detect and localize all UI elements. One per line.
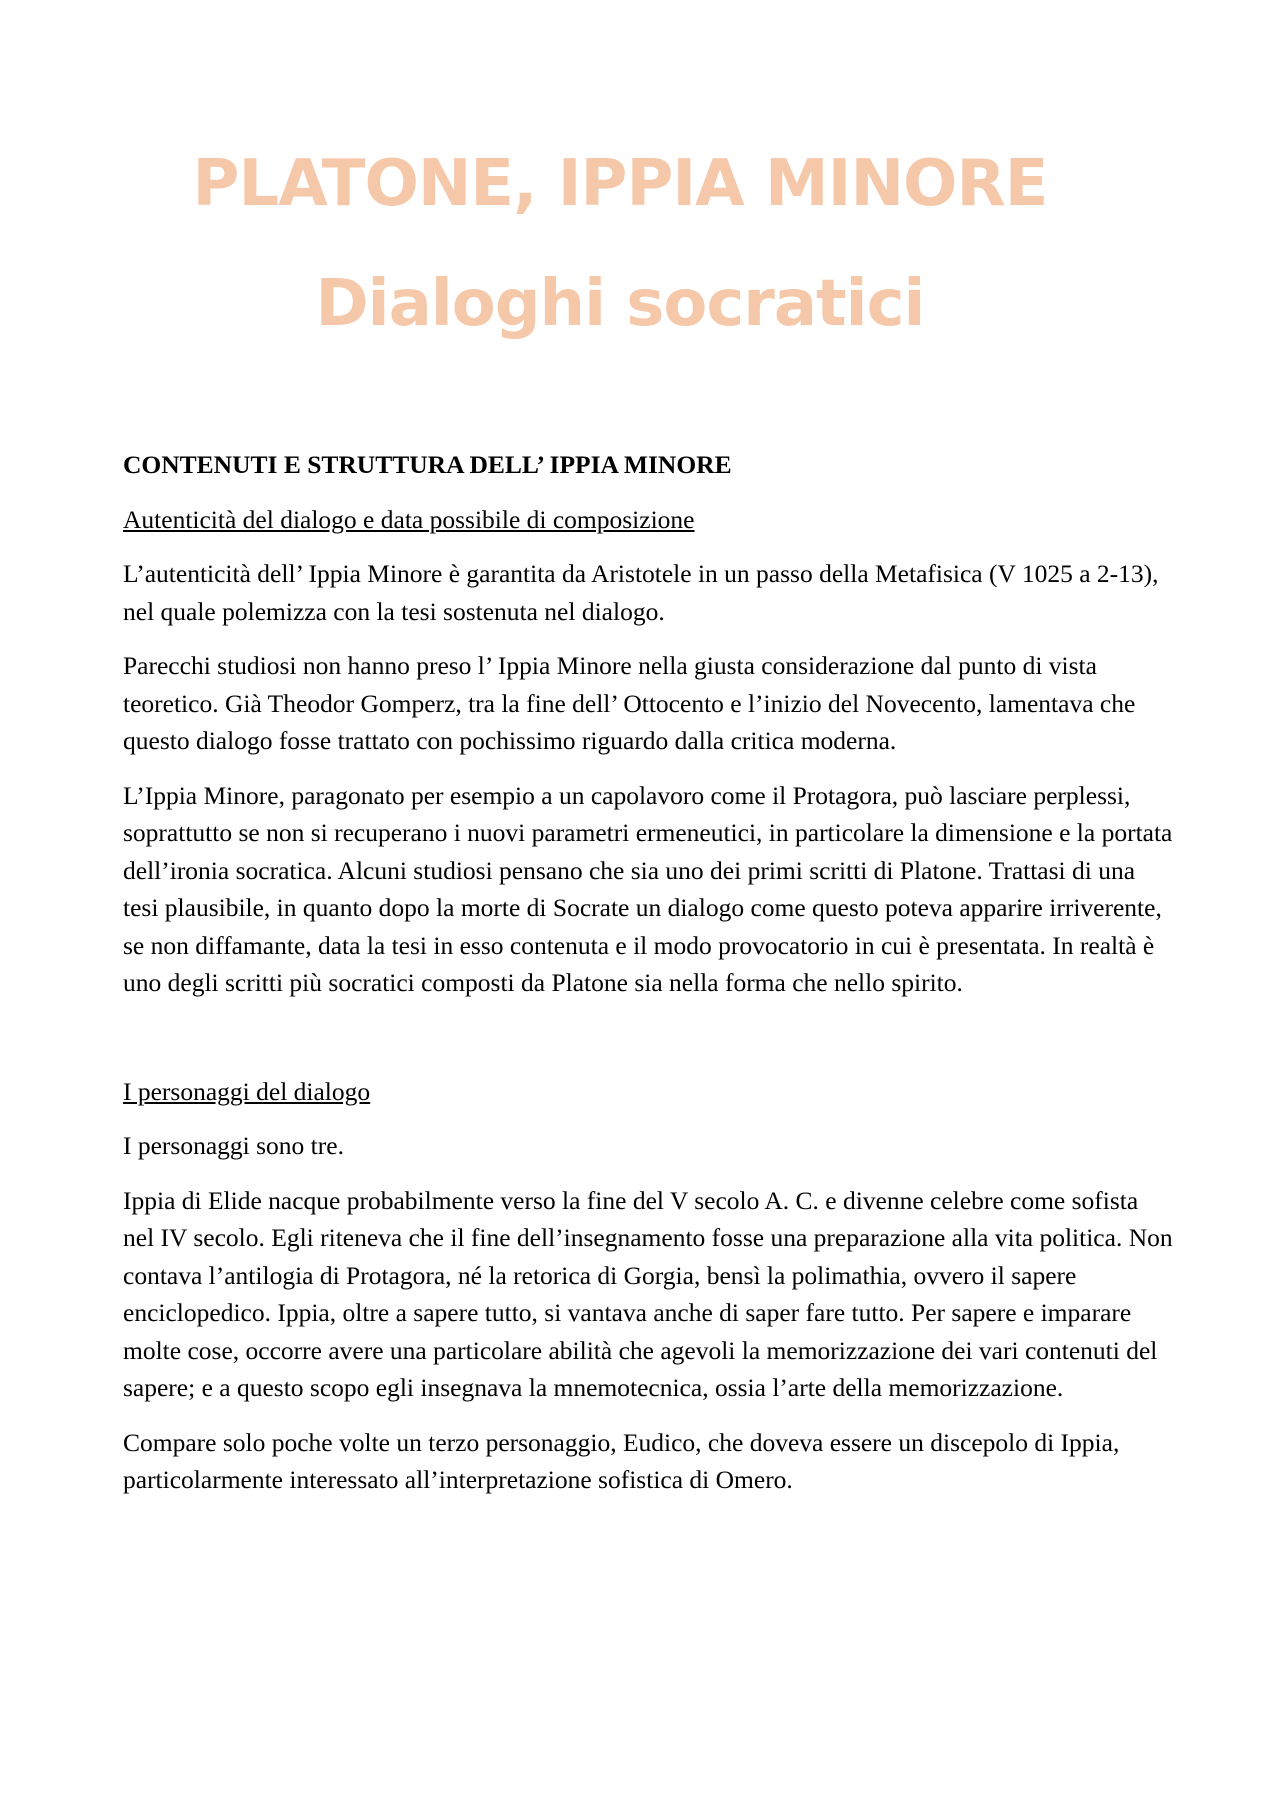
paragraph: Ippia di Elide nacque probabilmente verso la fine del V secolo A. C. e divenne celebre come sofista nel IV secolo. Egli riteneva che il fine dell’insegnamento fosse una preparazione alla vita politica. Non contava l’antilogia di Protagora, né la retorica di Gorgia, bensì la polimathia, ovvero il sapere enciclopedico. Ippia, oltre a sapere tutto, si vantava anche di saper fare tutto. Per sapere e imparare molte cose, occorre avere una particolare abilità che agevoli la memorizzazione dei vari contenuti del sapere; e a questo scopo egli insegnava la mnemotecnica, ossia l’arte della memorizzazione. <box>123 1185 1173 1402</box>
subheading-characters: I personaggi del dialogo <box>123 1076 371 1106</box>
paragraph: I personaggi sono tre. <box>123 1131 344 1160</box>
spacer <box>123 1019 1173 1073</box>
paragraph: Parecchi studiosi non hanno preso l’ Ippia Minore nella giusta considerazione dal punto di vista teoretico. Già Theodor Gomperz, tra la fine dell’ Ottocento e l’inizio del Novecento, lamentava che questo dialogo fosse trattato con pochissimo riguardo dalla critica moderna. <box>123 651 1136 755</box>
section-heading: CONTENUTI E STRUTTURA DELL’ IPPIA MINORE <box>123 450 732 479</box>
subheading-authenticity: Autenticità del dialogo e data possibile di composizione <box>123 504 695 534</box>
document-title: PLATONE, IPPIA MINORE <box>192 147 1048 221</box>
document-subtitle: Dialoghi socratici <box>315 267 925 341</box>
paragraph: L’autenticità dell’ Ippia Minore è garantita da Aristotele in un passo della Metafisica (V 1025 a 2-13), nel quale polemizza con la tesi sostenuta nel dialogo. <box>123 559 1159 626</box>
paragraph: L’Ippia Minore, paragonato per esempio a un capolavoro come il Protagora, può lasciare perplessi, soprattutto se non si recuperano i nuovi parametri ermeneutici, in particolare la dimensione e la portata dell’ironia socratica. Alcuni studiosi pensano che sia uno dei primi scritti di Platone. Trattasi di una tesi plausibile, in quanto dopo la morte di Socrate un dialogo come questo poteva apparire irriverente, se non diffamante, data la tesi in esso contenuta e il modo provocatorio in cui è presentata. In realtà è uno degli scritti più socratici composti da Platone sia nella forma che nello spirito. <box>123 780 1173 997</box>
paragraph: Compare solo poche volte un terzo personaggio, Eudico, che doveva essere un discepolo di Ippia, particolarmente interessato all’interpretazione sofistica di Omero. <box>123 1427 1120 1494</box>
document-body <box>123 446 1173 1516</box>
